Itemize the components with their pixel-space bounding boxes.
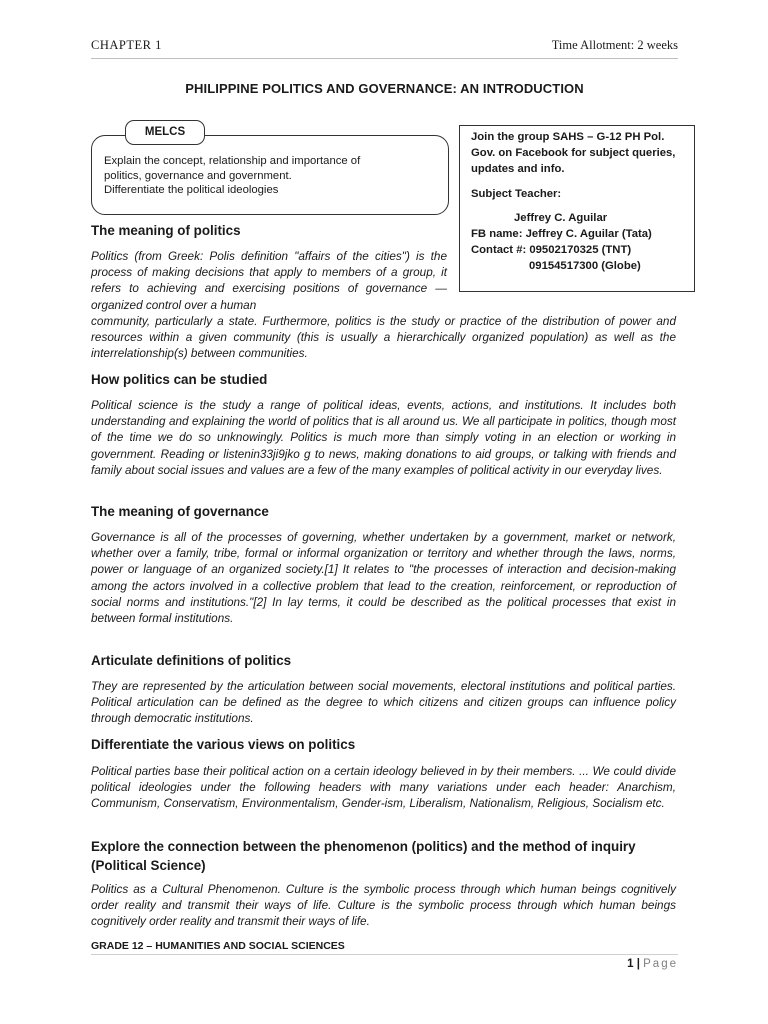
page-number-value: 1 bbox=[627, 958, 634, 970]
info-box bbox=[459, 125, 695, 292]
section-paragraph: community, particularly a state. Furthermore, politics is the study or practice of the distribution of power and resources within a given community (this is usually a hierarchically organized population) as well as the interrelationship(s) between communities. bbox=[91, 315, 676, 361]
page-number bbox=[627, 958, 678, 970]
subject-teacher-label: Subject Teacher: bbox=[471, 187, 562, 200]
melcs-item: politics, governance and government. bbox=[104, 169, 292, 182]
footer-grade: GRADE 12 – HUMANITIES AND SOCIAL SCIENCES bbox=[91, 940, 345, 952]
melcs-item: Differentiate the political ideologies bbox=[104, 184, 279, 196]
section-paragraph: They are represented by the articulation between social movements, electoral institutions and political parties. Political articulation can be defined as the degree to which citizens and citizen groups can influence policy through democratic institutions. bbox=[91, 680, 676, 726]
chapter-label: CHAPTER 1 bbox=[91, 38, 162, 52]
info-line: Join the group SAHS – G-12 PH Pol. bbox=[471, 131, 665, 143]
footer-divider bbox=[91, 954, 678, 955]
info-line: updates and info. bbox=[471, 163, 565, 176]
melcs-item: Explain the concept, relationship and importance of bbox=[104, 155, 361, 167]
page-title: PHILIPPINE POLITICS AND GOVERNANCE: AN INTRODUCTION bbox=[185, 81, 584, 96]
page-number-separator: | bbox=[633, 958, 644, 970]
fb-name: FB name: Jeffrey C. Aguilar (Tata) bbox=[471, 228, 652, 241]
section-heading: Articulate definitions of politics bbox=[91, 653, 292, 668]
section-heading: The meaning of governance bbox=[91, 504, 269, 519]
section-paragraph: Governance is all of the processes of governing, whether undertaken by a government, market or network, whether over a family, tribe, formal or informal organization or territory and whether through the laws, norms, power or language of an organized society.[1] It relates to "the processes of interaction and decision-making among the actors involved in a collective problem that lead to the creation, reinforcement, or reproduction of social norms and institutions."[2] In lay terms, it could be described as the political processes that exist in between formal institutions. bbox=[91, 531, 676, 626]
section-heading: How politics can be studied bbox=[91, 372, 268, 387]
melcs-label: MELCS bbox=[125, 120, 205, 145]
header-divider bbox=[91, 58, 678, 59]
section-heading: Differentiate the various views on politics bbox=[91, 737, 356, 752]
section-heading: Explore the connection between the phenomenon (politics) and the method of inquiry (Political Science) bbox=[91, 839, 636, 873]
contact-number-alt: 09154517300 (Globe) bbox=[529, 260, 641, 273]
section-paragraph: Political science is the study a range of political ideas, events, actions, and institutions. It includes both understanding and explaining the world of politics that is all around us. We all participate in politics, though most of the time we do so unknowingly. Politics is much more than simply voting in an election or working in government. Reading or listenin33ji9jko g to news, making donations to aid groups, or talking with friends and family about social issues and values are a few of the many examples of political activity in our everyday lives. bbox=[91, 399, 676, 477]
contact-number: Contact #: 09502170325 (TNT) bbox=[471, 244, 632, 257]
section-paragraph: Politics (from Greek: Polis definition "affairs of the cities") is the process of making decisions that apply to members of a group, it refers to achieving and exercising positions of governance — organized control over a human bbox=[91, 250, 447, 312]
teacher-name: Jeffrey C. Aguilar bbox=[514, 211, 608, 224]
section-paragraph: Political parties base their political action on a certain ideology believed in by their members. ... We could divide political ideologies under the following headers with many variations under each header: Anarchism, Communism, Conservatism, Environmentalism, Gender-ism, Liberalism, Nationalism, Religious, Socialism etc. bbox=[91, 765, 676, 811]
section-heading: The meaning of politics bbox=[91, 223, 241, 238]
time-allotment: Time Allotment: 2 weeks bbox=[551, 38, 678, 52]
page-label: Page bbox=[643, 958, 678, 970]
info-line: Gov. on Facebook for subject queries, bbox=[471, 147, 676, 160]
melcs-list bbox=[104, 154, 444, 198]
section-paragraph: Politics as a Cultural Phenomenon. Culture is the symbolic process through which human beings cognitively order reality and transmit their ways of life. Culture is the symbolic process through which human beings cognitively order reality and transmit their ways of life. bbox=[91, 883, 676, 929]
